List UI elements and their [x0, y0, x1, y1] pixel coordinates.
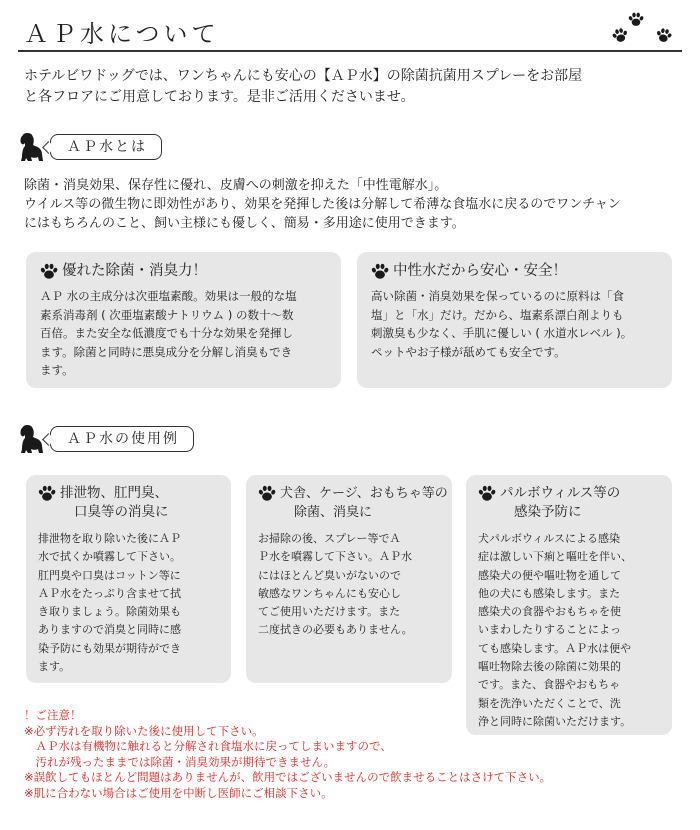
usage-line: ＡＰ水をたっぷり含ませて拭: [38, 586, 181, 600]
usage-card-title-text: [280, 484, 448, 522]
usage-card-text: [258, 530, 442, 640]
usage-heading-label: ＡＰ水の使用例: [50, 426, 194, 452]
feature-card: [357, 252, 672, 388]
usage-line: 症は激しい下痢と嘔吐を伴い、: [478, 550, 632, 564]
usage-line: 水で拭くか噴霧して下さい。: [38, 550, 181, 564]
feature-card-text: [371, 287, 658, 361]
usage-line: き取りましょう。除菌効果も: [38, 605, 181, 619]
usage-line: 浄と同時に除菌いただけます。: [478, 714, 632, 728]
feature-line: ます。: [40, 363, 74, 377]
feature-card-title-text: 優れた除菌・消臭力！: [62, 263, 207, 279]
usage-line: 排泄物を取り除いた後にＡＰ: [38, 532, 181, 545]
usage-line: 肛門臭や口臭はコットン等に: [38, 568, 181, 582]
usage-card-text: [38, 530, 221, 676]
usage-card: [26, 475, 231, 683]
usage-card-title-line: 犬舎、ケージ、おもちゃ等の: [280, 486, 448, 501]
about-line: 除菌・消臭効果、保存性に優れ、皮膚への刺激を抑えた「中性電解水」。: [24, 178, 448, 193]
usage-card-title-text: [60, 484, 169, 522]
usage-card-title-line: 排泄物、肛門臭、: [60, 485, 168, 501]
usage-card-title-text: [500, 484, 620, 522]
caution-line: ※肌に合わない場合はご使用を中断し医師にご相談下さい。: [24, 785, 333, 800]
usage-line: 二度拭きの必要もありません。: [258, 623, 413, 637]
usage-line: 感染犬の食器やおもちゃを使: [478, 605, 621, 619]
usage-line: 犬パルボウィルスによる感染: [478, 532, 621, 545]
usage-card: [466, 475, 672, 735]
usage-card-title-line: パルボウィルス等の: [500, 485, 621, 501]
about-line: にはもちろんのこと、飼い主様にも優しく、簡易・多用途に使用できます。: [24, 216, 465, 231]
paw-icon: [258, 485, 276, 502]
feature-line: ペットやお子様が舐めても安全です。: [371, 344, 566, 359]
about-heading-label: ＡＰ水とは: [50, 134, 162, 160]
caution-line: ＡＰ水は有機物に触れると分解され食塩水に戻ってしまいますので、: [24, 739, 392, 753]
usage-line: です。また、食器やおもちゃ: [478, 678, 621, 692]
usage-line: ます。: [38, 660, 71, 674]
feature-line: 高い除菌・消臭効果を保っているのに原料は「食: [371, 289, 624, 303]
usage-card-title-line: 感染予防に: [514, 504, 582, 520]
usage-line: Ｐ水を噴霧して下さい。ＡＰ水: [258, 550, 412, 564]
usage-line: 嘔吐物除去後の除菌に効果的: [478, 660, 621, 674]
paw-icon: [40, 263, 58, 280]
usage-line: ありますので消臭と同時に感: [38, 623, 181, 637]
intro-text: [24, 66, 684, 108]
usage-line: てご使用いただけます。また: [258, 605, 401, 619]
caution-notes: [24, 708, 551, 801]
usage-line: 他の犬にも感染します。また: [478, 586, 621, 600]
paw-icon: [371, 263, 389, 280]
usage-card-title: [478, 484, 662, 522]
feature-line: 塩」と「水」だけ。だから、塩素系漂白剤よりも: [371, 307, 624, 322]
usage-line: にはほとんど臭いがないので: [258, 568, 401, 582]
paw-prints-icon: [608, 8, 688, 48]
usage-line: ても感染します。ＡＰ水は便や: [478, 641, 632, 655]
usage-card-title-line: 除菌、消臭に: [294, 505, 373, 520]
usage-heading: [18, 422, 194, 456]
usage-card-title: [38, 484, 221, 522]
usage-line: いまわしたりすることによっ: [478, 623, 621, 637]
paw-icon: [38, 485, 56, 502]
dog-silhouette-icon: [18, 130, 44, 164]
usage-card-text: [478, 530, 662, 731]
dog-silhouette-icon: [18, 422, 44, 456]
about-text: [24, 176, 694, 233]
feature-line: 百倍。また安全な低濃度でも十分な効果を発揮し: [40, 326, 293, 340]
intro-line: ホテルビワドッグでは、ワンちゃんにも安心の【ＡＰ水】の除菌抗菌用スプレーをお部屋: [24, 68, 583, 84]
caution-line: ※誤飲してもほとんど問題はありませんが、飲用ではございませんので飲ませることはさけて下さい。: [24, 770, 552, 784]
usage-line: 染予防にも効果が期待ができ: [38, 641, 181, 655]
feature-line: 刺激臭も少なく、手肌に優しい ( 水道水レベル )。: [371, 326, 633, 340]
feature-card-title: [371, 262, 658, 281]
usage-card-title: [258, 484, 448, 522]
feature-line: ＡＰ 水の主成分は次亜塩素酸。効果は一般的な塩: [40, 289, 297, 303]
usage-line: お掃除の後、スプレー等でＡ: [258, 532, 401, 545]
usage-line: 類を洗浄いただくことで、洗: [478, 696, 621, 710]
paw-icon: [478, 485, 496, 502]
feature-card: [26, 252, 341, 388]
intro-line: と各フロアにご用意しております。是非ご活用くださいませ。: [24, 89, 415, 105]
feature-line: 素系消毒剤 ( 次亜塩素酸ナトリウム ) の数十～数: [40, 307, 294, 322]
caution-title: ！ご注意！: [24, 708, 82, 722]
feature-card-title: [40, 262, 327, 281]
usage-card-title-line: 口臭等の消臭に: [74, 504, 169, 520]
about-line: ウイルス等の微生物に即効性があり、効果を発揮した後は分解して希薄な食塩水に戻るのでワンチャン: [24, 197, 621, 212]
feature-card-title-text: 中性水だから安心・安全！: [393, 263, 567, 279]
feature-card-text: [40, 287, 327, 380]
caution-line: 汚れが残ったままでは除菌・消臭効果が期待できません。: [24, 754, 336, 769]
usage-line: 敏感なワンちゃんにも安心し: [258, 586, 401, 600]
page-title: ＡＰ水について: [24, 20, 220, 48]
title-divider: [18, 50, 682, 52]
caution-line: ※必ず汚れを取り除いた後に使用して下さい。: [24, 723, 264, 738]
usage-line: 感染犬の便や嘔吐物を通して: [478, 568, 621, 582]
feature-line: ます。除菌と同時に悪臭成分を分解し消臭もでき: [40, 344, 293, 359]
usage-card: [246, 475, 452, 683]
about-heading: [18, 130, 162, 164]
